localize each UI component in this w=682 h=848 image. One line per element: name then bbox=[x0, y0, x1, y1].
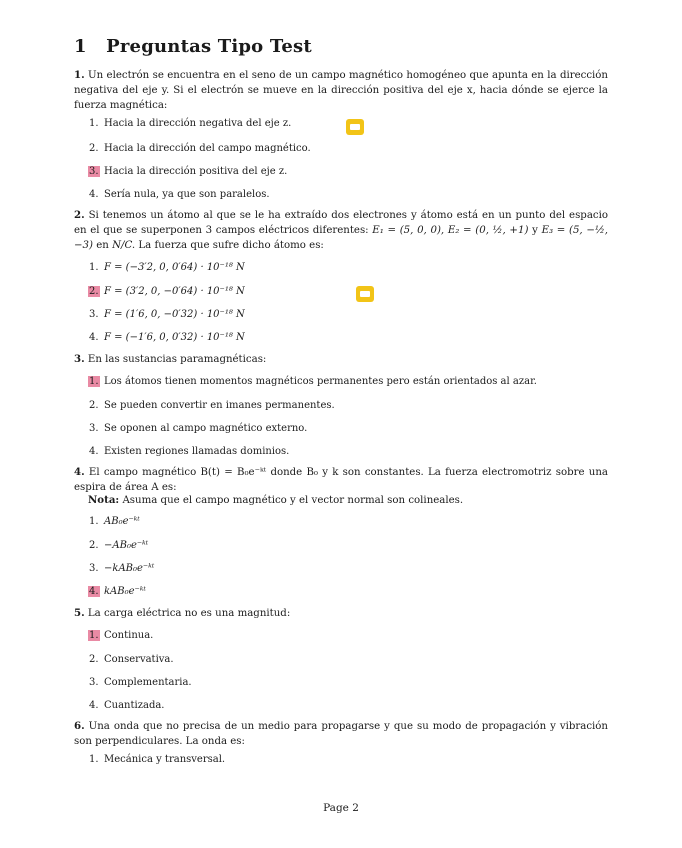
highlight-mark: 3. bbox=[89, 166, 99, 177]
q1-option-1[interactable]: 1. Hacia la dirección negativa del eje z. bbox=[89, 118, 292, 129]
q5-option-1[interactable]: 1. Continua. bbox=[89, 630, 154, 641]
q2-option-1[interactable]: 1. F = (−3′2, 0, 0′64) · 10⁻¹⁸ N bbox=[89, 262, 245, 273]
q2-option-4[interactable]: 4. F = (−1′6, 0, 0′32) · 10⁻¹⁸ N bbox=[89, 332, 245, 343]
q1-option-2[interactable]: 2. Hacia la dirección del campo magnético. bbox=[89, 143, 311, 154]
q5-option-4[interactable]: 4. Cuantizada. bbox=[89, 700, 165, 711]
q3-option-4[interactable]: 4. Existen regiones llamadas dominios. bbox=[89, 446, 290, 457]
highlight-mark: 1. bbox=[89, 630, 99, 641]
q2-option-2[interactable]: 2. F = (3′2, 0, −0′64) · 10⁻¹⁸ N bbox=[89, 286, 245, 297]
question-6: 6. Una onda que no precisa de un medio para propagarse y que su modo de propagación y vibración son perpendiculares. La onda es: bbox=[74, 720, 608, 747]
q1-option-3[interactable]: 3. Hacia la dirección positiva del eje z. bbox=[89, 166, 288, 177]
q4-option-2[interactable]: 2. −AB₀e⁻ᵏᵗ bbox=[89, 540, 149, 551]
q6-option-1[interactable]: 1. Mecánica y transversal. bbox=[89, 754, 226, 765]
question-5: 5. La carga eléctrica no es una magnitud: bbox=[74, 607, 291, 619]
question-3: 3. En las sustancias paramagnéticas: bbox=[74, 353, 267, 365]
section-title: 1 Preguntas Tipo Test bbox=[74, 36, 312, 57]
q5-option-2[interactable]: 2. Conservativa. bbox=[89, 654, 174, 665]
q1-option-4[interactable]: 4. Sería nula, ya que son paralelos. bbox=[89, 189, 270, 200]
question-2: 2. Si tenemos un átomo al que se le ha extraído dos electrones y átomo está en un punto del espacio en el que se superponen 3 campos eléctricos diferentes: E₁ = (5, 0, 0), E₂ = (0, ½, +1) y E₃ = (5, −½, −3) en N/C. La fuerza que sufre dicho átomo es: bbox=[74, 209, 608, 251]
question-1: 1. Un electrón se encuentra en el seno de un campo magnético homogéneo que apunta en la dirección negativa del eje y. Si el electrón se mueve en la dirección positiva del eje x, hacia dónde se ejerce la fuerza magnética: bbox=[74, 69, 608, 111]
highlight-mark: 4. bbox=[89, 586, 99, 597]
q4-option-4[interactable]: 4. kAB₀e⁻ᵏᵗ bbox=[89, 586, 146, 597]
q4-option-3[interactable]: 3. −kAB₀e⁻ᵏᵗ bbox=[89, 563, 155, 574]
q3-option-1[interactable]: 1. Los átomos tienen momentos magnéticos permanentes pero están orientados al azar. bbox=[89, 376, 537, 387]
highlight-mark: 1. bbox=[89, 376, 99, 387]
q2-option-3[interactable]: 3. F = (1′6, 0, −0′32) · 10⁻¹⁸ N bbox=[89, 309, 245, 320]
comment-icon[interactable] bbox=[346, 119, 364, 135]
q4-option-1[interactable]: 1. AB₀e⁻ᵏᵗ bbox=[89, 516, 140, 527]
question-4-note: Nota: Asuma que el campo magnético y el vector normal son colineales. bbox=[88, 494, 464, 506]
q3-option-3[interactable]: 3. Se oponen al campo magnético externo. bbox=[89, 423, 308, 434]
page-number: Page 2 bbox=[323, 802, 359, 814]
comment-icon[interactable] bbox=[356, 286, 374, 302]
highlight-mark: 2. bbox=[89, 286, 99, 297]
question-4: 4. El campo magnético B(t) = B₀e⁻ᵏᵗ donde B₀ y k son constantes. La fuerza electromotriz sobre una espira de área A es: bbox=[74, 466, 608, 493]
q3-option-2[interactable]: 2. Se pueden convertir en imanes permanentes. bbox=[89, 400, 335, 411]
q5-option-3[interactable]: 3. Complementaria. bbox=[89, 677, 192, 688]
